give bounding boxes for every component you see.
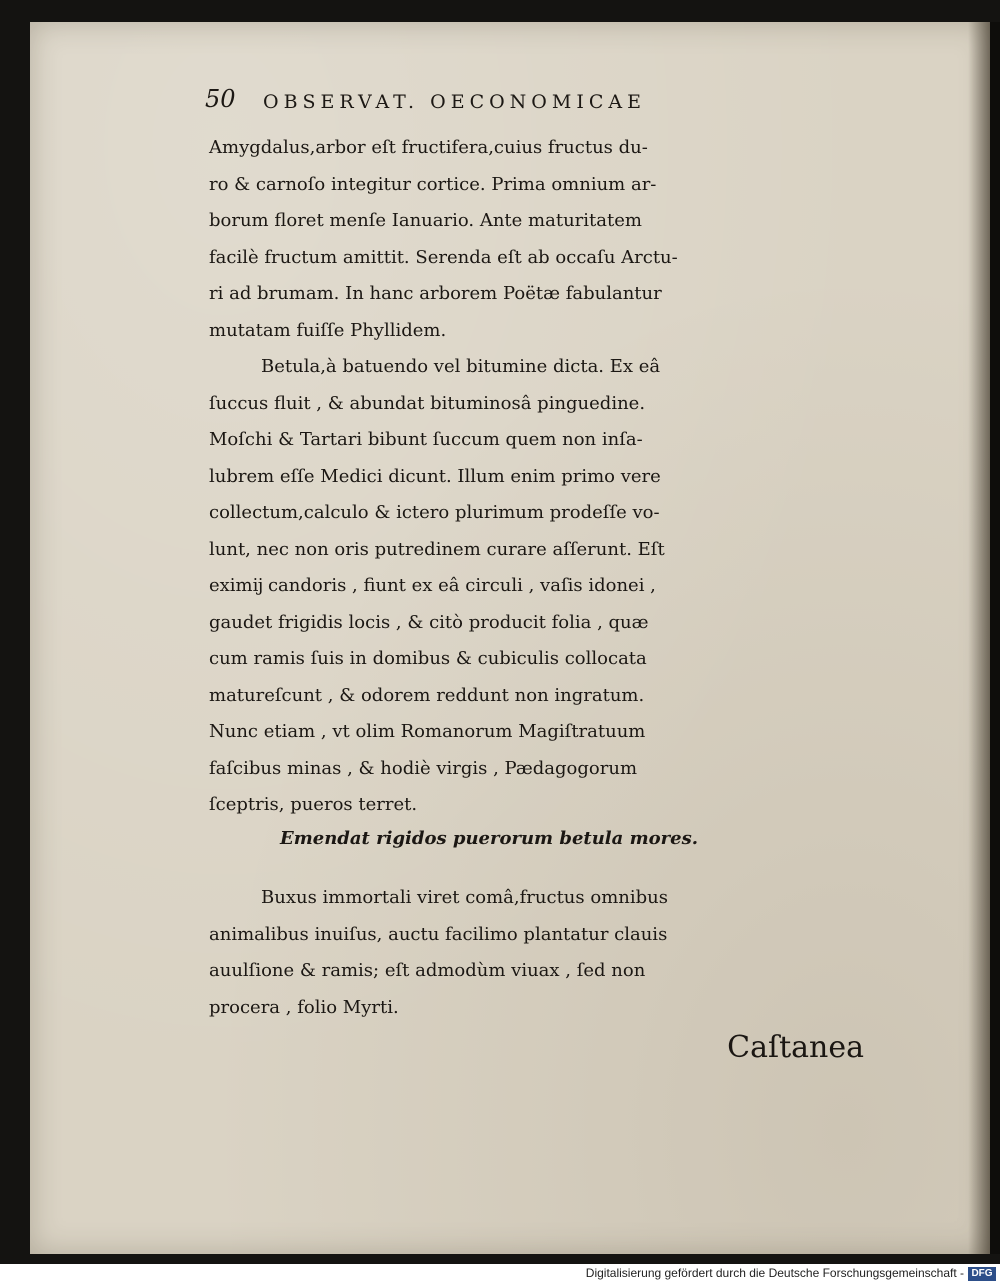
text-line: Betula,à batuendo vel bitumine dicta. Ex eâ <box>261 356 661 377</box>
text-line: ſceptris, pueros terret. <box>209 794 418 815</box>
body-text-continued <box>209 880 879 1026</box>
text-line: lubrem eſſe Medici dicunt. Illum enim primo vere <box>209 465 661 487</box>
page-number: 50 <box>205 85 236 113</box>
text-line: ri ad brumam. In hanc arborem Poëtæ fabulantur <box>209 283 662 304</box>
text-line: collectum,calculo & ictero plurimum prodeſſe vo- <box>209 502 660 523</box>
book-spine <box>990 22 1000 1254</box>
digitization-footer <box>0 1264 1000 1284</box>
text-line: borum floret menſe Ianuario. Ante maturitatem <box>209 210 642 231</box>
text-line: Buxus immortali viret comâ,fructus omnibus <box>261 887 668 908</box>
running-head: OBSERVAT. OECONOMICAE <box>263 91 646 113</box>
text-line: animalibus inuiſus, auctu facilimo plantatur clauis <box>209 923 668 945</box>
page-gutter-shadow <box>968 22 990 1254</box>
text-line: faſcibus minas , & hodiè virgis , Pædagogorum <box>209 757 638 779</box>
motto-line: Emendat rigidos puerorum betula mores. <box>280 828 698 849</box>
text-line: Amygdalus,arbor eſt fructifera,cuius fructus du- <box>209 137 648 158</box>
funding-notice: Digitalisierung gefördert durch die Deutsche Forschungsgemeinschaft - <box>585 1266 964 1280</box>
text-line: matureſcunt , & odorem reddunt non ingratum. <box>209 684 645 706</box>
dfg-logo[interactable]: DFG <box>968 1267 996 1281</box>
text-line: cum ramis ſuis in domibus & cubiculis collocata <box>209 648 647 669</box>
body-text <box>209 130 879 824</box>
text-line: Moſchi & Tartari bibunt ſuccum quem non inſa- <box>209 429 643 450</box>
text-line: mutatam fuiſſe Phyllidem. <box>209 319 447 341</box>
page-header <box>205 85 765 121</box>
text-line: lunt, nec non oris putredinem curare aſſerunt. Eſt <box>209 538 665 560</box>
catchword: Caſtanea <box>727 1030 864 1065</box>
text-line: ro & carnoſo integitur cortice. Prima omnium ar- <box>209 173 657 195</box>
text-line: gaudet frigidis locis , & citò producit folia , quæ <box>209 611 649 633</box>
text-line: facilè fructum amittit. Serenda eſt ab occaſu Arctu- <box>209 246 678 268</box>
text-line: eximĳ candoris , fiunt ex eâ circuli , vaſis idonei , <box>209 575 656 596</box>
text-line: ſuccus fluit , & abundat bituminosâ pinguedine. <box>209 392 646 414</box>
text-line: auulſione & ramis; eſt admodùm viuax , ſed non <box>209 960 646 981</box>
text-line: Nunc etiam , vt olim Romanorum Magiſtratuum <box>209 721 646 742</box>
text-line: procera , folio Myrti. <box>209 996 399 1018</box>
